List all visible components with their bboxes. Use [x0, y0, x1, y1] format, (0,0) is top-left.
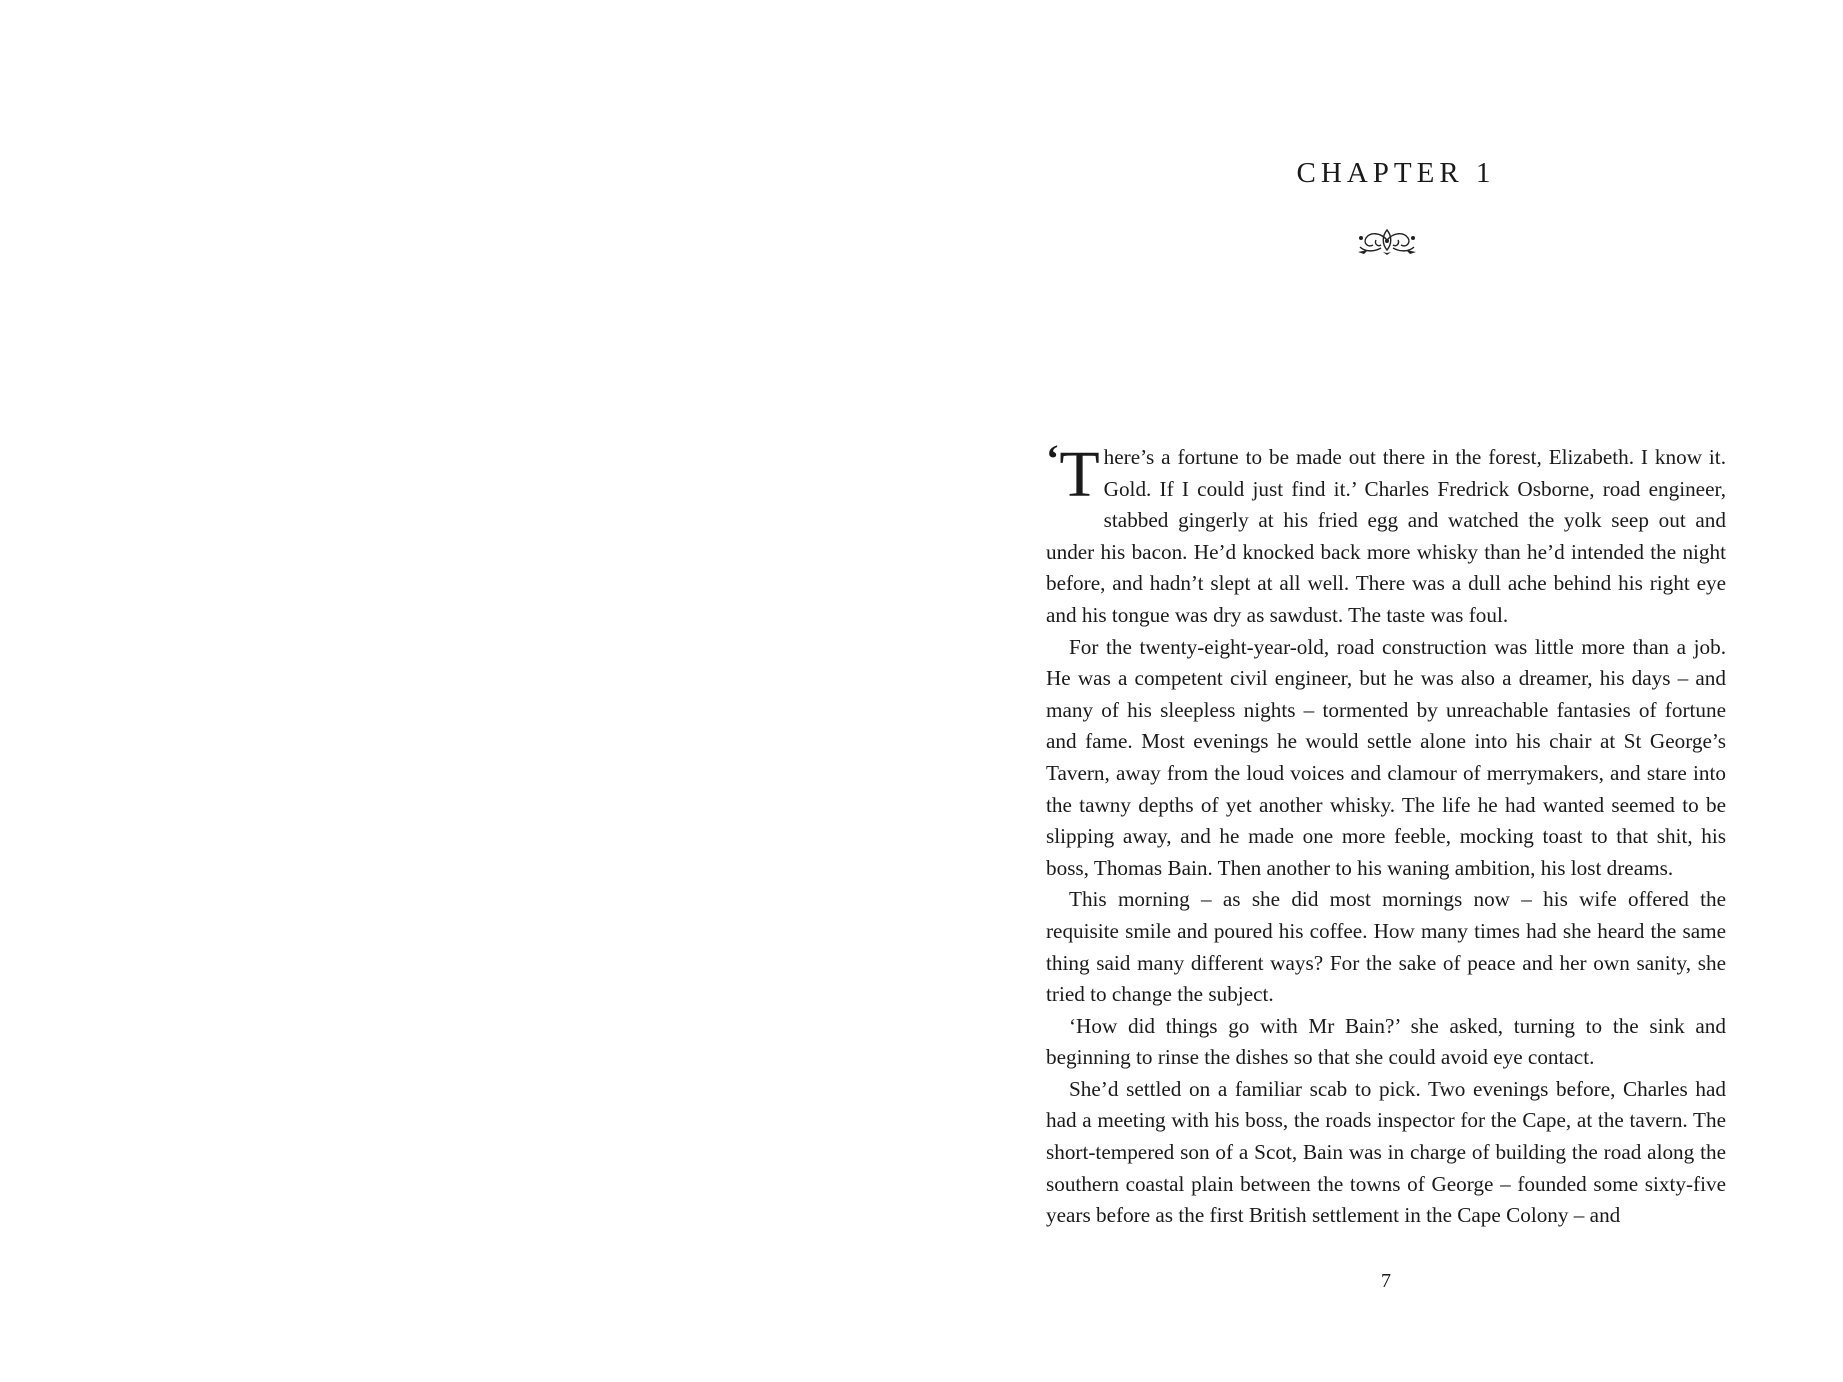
dropcap-letter: T — [1059, 438, 1100, 511]
paragraph-1-text: here’s a fortune to be made out there in the forest, Elizabeth. I know it. Gold. If I could just find it.’ Charles Fredrick Osborne, road engineer, stabbed gingerly at his fried egg and watched the yolk seep out and under his bacon. He’d knocked back more whisky than he’d intended the night before, and hadn’t slept at all well. There was a dull ache behind his right eye and his tongue was dry as sawdust. The taste was foul. — [1046, 445, 1726, 627]
paragraph-3: This morning – as she did most mornings now – his wife offered the requisite smile and poured his coffee. How many times had she heard the same thing said many different ways? For the sake of peace and her own sanity, she tried to change the subject. — [1046, 887, 1726, 1007]
paragraph-2: For the twenty-eight-year-old, road construction was little more than a job. He was a competent civil engineer, but he was also a dreamer, his days – and many of his sleepless nights – tormented by unreachable fantasies of fortune and fame. Most evenings he would settle alone into his chair at St George’s Tavern, away from the loud voices and clamour of merrymakers, and stare into the tawny depths of yet another whisky. The life he had wanted seemed to be slipping away, and he made one more feeble, mocking toast to that shit, his boss, Thomas Bain. Then another to his waning ambition, his lost dreams. — [1046, 634, 1726, 880]
paragraph-4: ‘How did things go with Mr Bain?’ she asked, turning to the sink and beginning to rinse the dishes so that she could avoid eye contact. — [1046, 1013, 1726, 1070]
paragraph-1 — [1046, 436, 1726, 632]
page-number: 7 — [1381, 1270, 1391, 1292]
dropcap-block — [1046, 436, 1100, 511]
chapter-heading: CHAPTER 1 — [1296, 157, 1496, 189]
paragraph-5: She’d settled on a familiar scab to pick. Two evenings before, Charles had had a meeting with his boss, the roads inspector for the Cape, at the tavern. The short-tempered son of a Scot, Bain was in charge of building the road along the southern coastal plain between the towns of George – founded some sixty-five years before as the first British settlement in the Cape Colony – and — [1046, 1076, 1726, 1228]
left-page-blank — [0, 0, 921, 1382]
opening-quote-mark: ‘ — [1046, 436, 1060, 481]
floral-ornament-icon — [1356, 226, 1418, 256]
chapter-body-text — [1046, 436, 1726, 1232]
